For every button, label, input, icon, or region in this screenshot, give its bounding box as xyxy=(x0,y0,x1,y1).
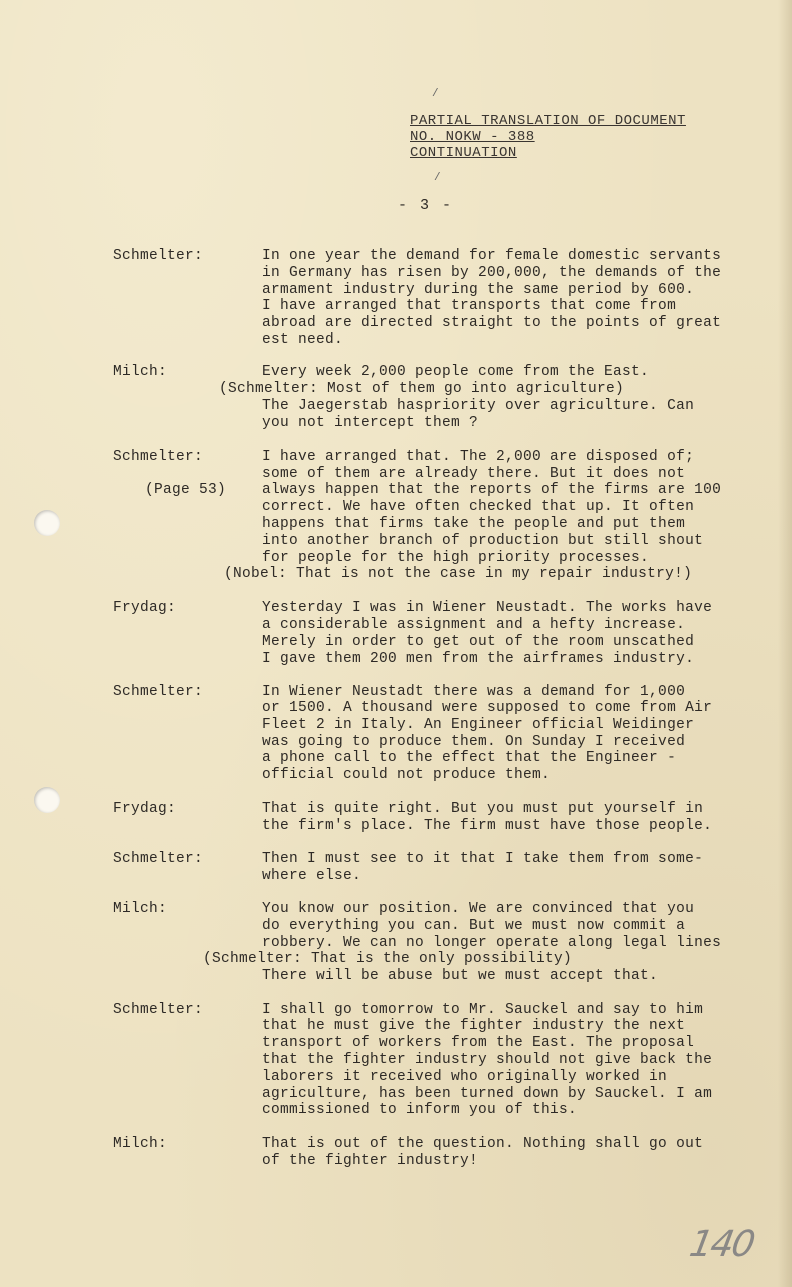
transcript-line: In one year the demand for female domestic servants xyxy=(262,248,722,264)
transcript-line: that he must give the fighter industry the next xyxy=(262,1018,686,1034)
header-title: PARTIAL TRANSLATION OF DOCUMENT xyxy=(410,113,686,129)
transcript-line: into another branch of production but still shout xyxy=(262,533,704,549)
transcript-line: correct. We have often checked that up. It often xyxy=(262,499,695,515)
transcript-line: or 1500. A thousand were supposed to come from Air xyxy=(262,700,713,716)
speaker-label: Milch: xyxy=(113,901,168,917)
transcript-line: a considerable assignment and a hefty increase. xyxy=(262,617,686,633)
speaker-label: Milch: xyxy=(113,364,168,380)
punch-hole-upper xyxy=(34,510,60,536)
handwritten-page-number: 140 xyxy=(686,1224,757,1265)
transcript-line: Then I must see to it that I take them from some- xyxy=(262,851,704,867)
transcript-line: The Jaegerstab haspriority over agriculture. Can xyxy=(262,398,695,414)
interjection-line: (Schmelter: That is the only possibility) xyxy=(203,951,573,967)
page-reference: (Page 53) xyxy=(145,482,227,498)
transcript-line: laborers it received who originally worked in xyxy=(262,1069,668,1085)
interjection-line: (Schmelter: Most of them go into agriculture) xyxy=(219,381,625,397)
transcript-line: where else. xyxy=(262,868,362,884)
speaker-label: Schmelter: xyxy=(113,248,204,264)
transcript-line: In Wiener Neustadt there was a demand for 1,000 xyxy=(262,684,686,700)
speaker-label: Schmelter: xyxy=(113,684,204,700)
transcript-line: Every week 2,000 people come from the East. xyxy=(262,364,650,380)
transcript-line: Merely in order to get out of the room unscathed xyxy=(262,634,695,650)
transcript-line: armament industry during the same period by 600. xyxy=(262,282,695,298)
transcript-line: was going to produce them. On Sunday I received xyxy=(262,734,686,750)
header-document-number: NO. NOKW - 388 xyxy=(410,129,535,145)
transcript-line: est need. xyxy=(262,332,344,348)
transcript-line: robbery. We can no longer operate along legal lines xyxy=(262,935,722,951)
transcript-line: agriculture, has been turned down by Sauckel. I am xyxy=(262,1086,713,1102)
transcript-line: abroad are directed straight to the points of great xyxy=(262,315,722,331)
transcript-line: Yesterday I was in Wiener Neustadt. The works have xyxy=(262,600,713,616)
transcript-line: That is out of the question. Nothing shall go out xyxy=(262,1136,704,1152)
transcript-line: a phone call to the effect that the Engineer - xyxy=(262,750,677,766)
transcript-line: transport of workers from the East. The proposal xyxy=(262,1035,695,1051)
speaker-label: Schmelter: xyxy=(113,1002,204,1018)
header-continuation: CONTINUATION xyxy=(410,145,517,161)
speaker-label: Frydag: xyxy=(113,801,177,817)
pencil-tick-mark: / xyxy=(432,88,439,100)
transcript-line: some of them are already there. But it does not xyxy=(262,466,686,482)
pencil-tick-mark-2: / xyxy=(434,172,441,184)
transcript-line: You know our position. We are convinced that you xyxy=(262,901,695,917)
paper-edge-shadow xyxy=(778,0,792,1287)
transcript-line: happens that firms take the people and put them xyxy=(262,516,686,532)
transcript-line: official could not produce them. xyxy=(262,767,551,783)
transcript-line: I shall go tomorrow to Mr. Sauckel and say to him xyxy=(262,1002,704,1018)
transcript-line: Fleet 2 in Italy. An Engineer official Weidinger xyxy=(262,717,695,733)
transcript-line: do everything you can. But we must now commit a xyxy=(262,918,686,934)
punch-hole-lower xyxy=(34,787,60,813)
transcript-line: There will be abuse but we must accept that. xyxy=(262,968,659,984)
transcript-line: for people for the high priority processes. xyxy=(262,550,650,566)
speaker-label: Schmelter: xyxy=(113,851,204,867)
page-number: - 3 - xyxy=(398,197,454,214)
document-header xyxy=(410,113,686,161)
transcript-line: always happen that the reports of the firms are 100 xyxy=(262,482,722,498)
speaker-label: Frydag: xyxy=(113,600,177,616)
transcript-line: of the fighter industry! xyxy=(262,1153,479,1169)
speaker-label: Milch: xyxy=(113,1136,168,1152)
interjection-line: (Nobel: That is not the case in my repair industry!) xyxy=(224,566,693,582)
transcript-line: in Germany has risen by 200,000, the demands of the xyxy=(262,265,722,281)
transcript-line: I gave them 200 men from the airframes industry. xyxy=(262,651,695,667)
transcript-line: That is quite right. But you must put yourself in xyxy=(262,801,704,817)
speaker-label: Schmelter: xyxy=(113,449,204,465)
transcript-line: you not intercept them ? xyxy=(262,415,479,431)
transcript-line: I have arranged that. The 2,000 are disposed of; xyxy=(262,449,695,465)
transcript-line: the firm's place. The firm must have those people. xyxy=(262,818,713,834)
transcript-line: that the fighter industry should not give back the xyxy=(262,1052,713,1068)
transcript-line: commissioned to inform you of this. xyxy=(262,1102,578,1118)
transcript-line: I have arranged that transports that come from xyxy=(262,298,677,314)
